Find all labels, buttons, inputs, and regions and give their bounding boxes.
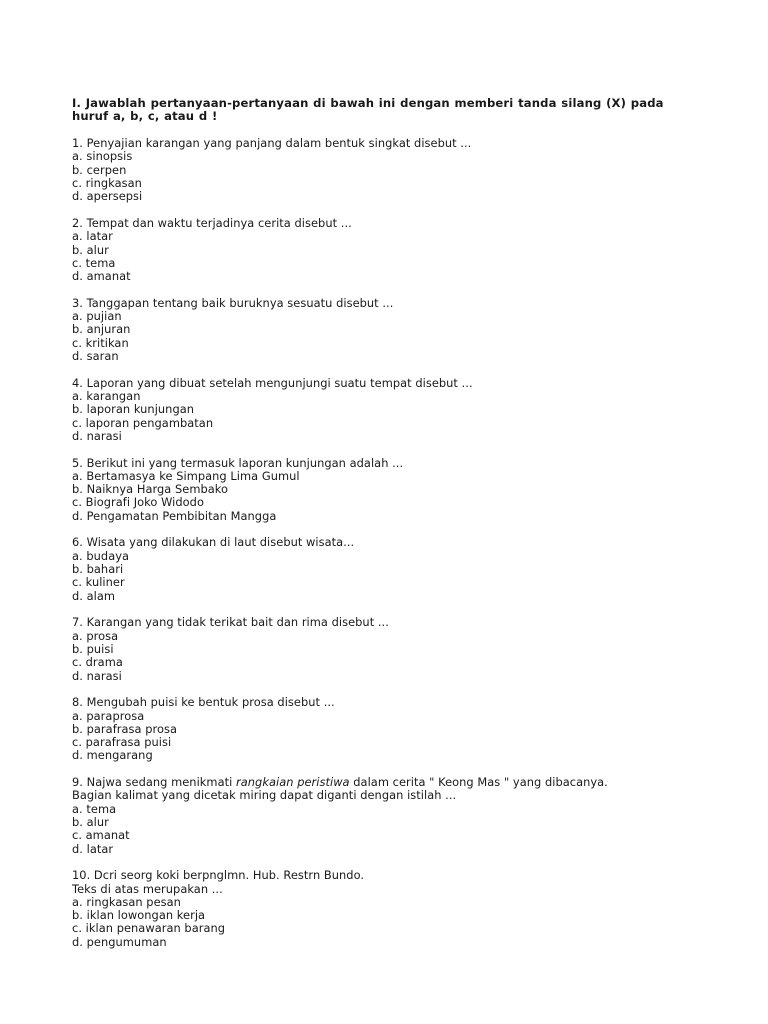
question-text: 7. Karangan yang tidak terikat bait dan rima disebut ... — [72, 615, 389, 630]
option-a: a. sinopsis — [72, 149, 133, 164]
option-b: b. alur — [72, 814, 109, 829]
question-10 — [72, 869, 712, 949]
question-text: 1. Penyajian karangan yang panjang dalam bentuk singkat disebut ... — [72, 136, 472, 151]
option-a: a. latar — [72, 229, 113, 244]
option-c: c. kritikan — [72, 335, 129, 350]
question-5 — [72, 457, 712, 523]
option-c: c. iklan penawaran barang — [72, 921, 226, 936]
question-text-line-2: Teks di atas merupakan ... — [72, 881, 223, 896]
question-text-after-italic: dalam cerita " Keong Mas " yang dibacanya. — [349, 775, 608, 790]
instruction-line-2: huruf a, b, c, atau d ! — [72, 109, 218, 124]
question-text: 8. Mengubah puisi ke bentuk prosa disebut ... — [72, 695, 335, 710]
option-a: a. Bertamasya ke Simpang Lima Gumul — [72, 468, 300, 483]
option-a: a. paraprosa — [72, 708, 145, 723]
option-c: c. amanat — [72, 828, 130, 843]
question-text: 3. Tanggapan tentang baik buruknya sesuatu disebut ... — [72, 295, 394, 310]
option-b: b. Naiknya Harga Sembako — [72, 482, 229, 497]
option-b: b. anjuran — [72, 322, 131, 337]
question-text: 5. Berikut ini yang termasuk laporan kunjungan adalah ... — [72, 455, 404, 470]
option-b: b. laporan kunjungan — [72, 402, 195, 417]
option-a: a. ringkasan pesan — [72, 894, 181, 909]
option-c: c. kuliner — [72, 575, 125, 590]
option-b: b. puisi — [72, 641, 114, 656]
question-text — [72, 776, 712, 789]
option-d: d. narasi — [72, 668, 122, 683]
option-d: d. saran — [72, 349, 119, 364]
option-b: b. parafrasa prosa — [72, 721, 178, 736]
question-text: 4. Laporan yang dibuat setelah mengunjungi suatu tempat disebut ... — [72, 375, 473, 390]
option-c: c. ringkasan — [72, 175, 142, 190]
question-8 — [72, 696, 712, 762]
option-b: b. iklan lowongan kerja — [72, 908, 206, 923]
instruction-heading — [72, 97, 712, 124]
option-c: c. Biografi Joko Widodo — [72, 495, 204, 510]
option-d: d. latar — [72, 841, 114, 856]
question-text: 6. Wisata yang dilakukan di laut disebut wisata... — [72, 535, 355, 550]
option-d: d. mengarang — [72, 748, 153, 763]
question-text: 2. Tempat dan waktu terjadinya cerita disebut ... — [72, 215, 352, 230]
instruction-line-1: I. Jawablah pertanyaan-pertanyaan di bawah ini dengan memberi tanda silang (X) pada — [72, 96, 664, 110]
option-c: c. laporan pengambatan — [72, 415, 214, 430]
option-d: d. narasi — [72, 428, 122, 443]
option-c: c. drama — [72, 655, 123, 670]
question-1 — [72, 137, 712, 203]
option-d: d. pengumuman — [72, 934, 167, 949]
question-2 — [72, 217, 712, 283]
option-b: b. bahari — [72, 562, 124, 577]
option-d: d. alam — [72, 588, 116, 603]
option-a: a. karangan — [72, 389, 141, 404]
question-4 — [72, 377, 712, 443]
question-3 — [72, 297, 712, 363]
option-d: d. amanat — [72, 269, 131, 284]
option-b: b. cerpen — [72, 162, 127, 177]
option-c: c. tema — [72, 255, 116, 270]
option-d: d. Pengamatan Pembibitan Mangga — [72, 508, 277, 523]
question-text: 10. Dcri seorg koki berpnglmn. Hub. Restrn Bundo. — [72, 868, 365, 883]
italic-phrase: rangkaian peristiwa — [236, 775, 350, 790]
option-a: a. budaya — [72, 548, 130, 563]
option-a: a. pujian — [72, 309, 122, 324]
option-b: b. alur — [72, 242, 109, 257]
question-9 — [72, 776, 712, 856]
option-c: c. parafrasa puisi — [72, 735, 172, 750]
question-text-line-2: Bagian kalimat yang dicetak miring dapat diganti dengan istilah ... — [72, 788, 457, 803]
question-7 — [72, 616, 712, 682]
option-a: a. tema — [72, 801, 117, 816]
option-a: a. prosa — [72, 628, 119, 643]
question-6 — [72, 536, 712, 602]
option-d: d. apersepsi — [72, 189, 143, 204]
document-page — [72, 97, 712, 962]
question-text-before-italic: 9. Najwa sedang menikmati — [72, 775, 237, 790]
